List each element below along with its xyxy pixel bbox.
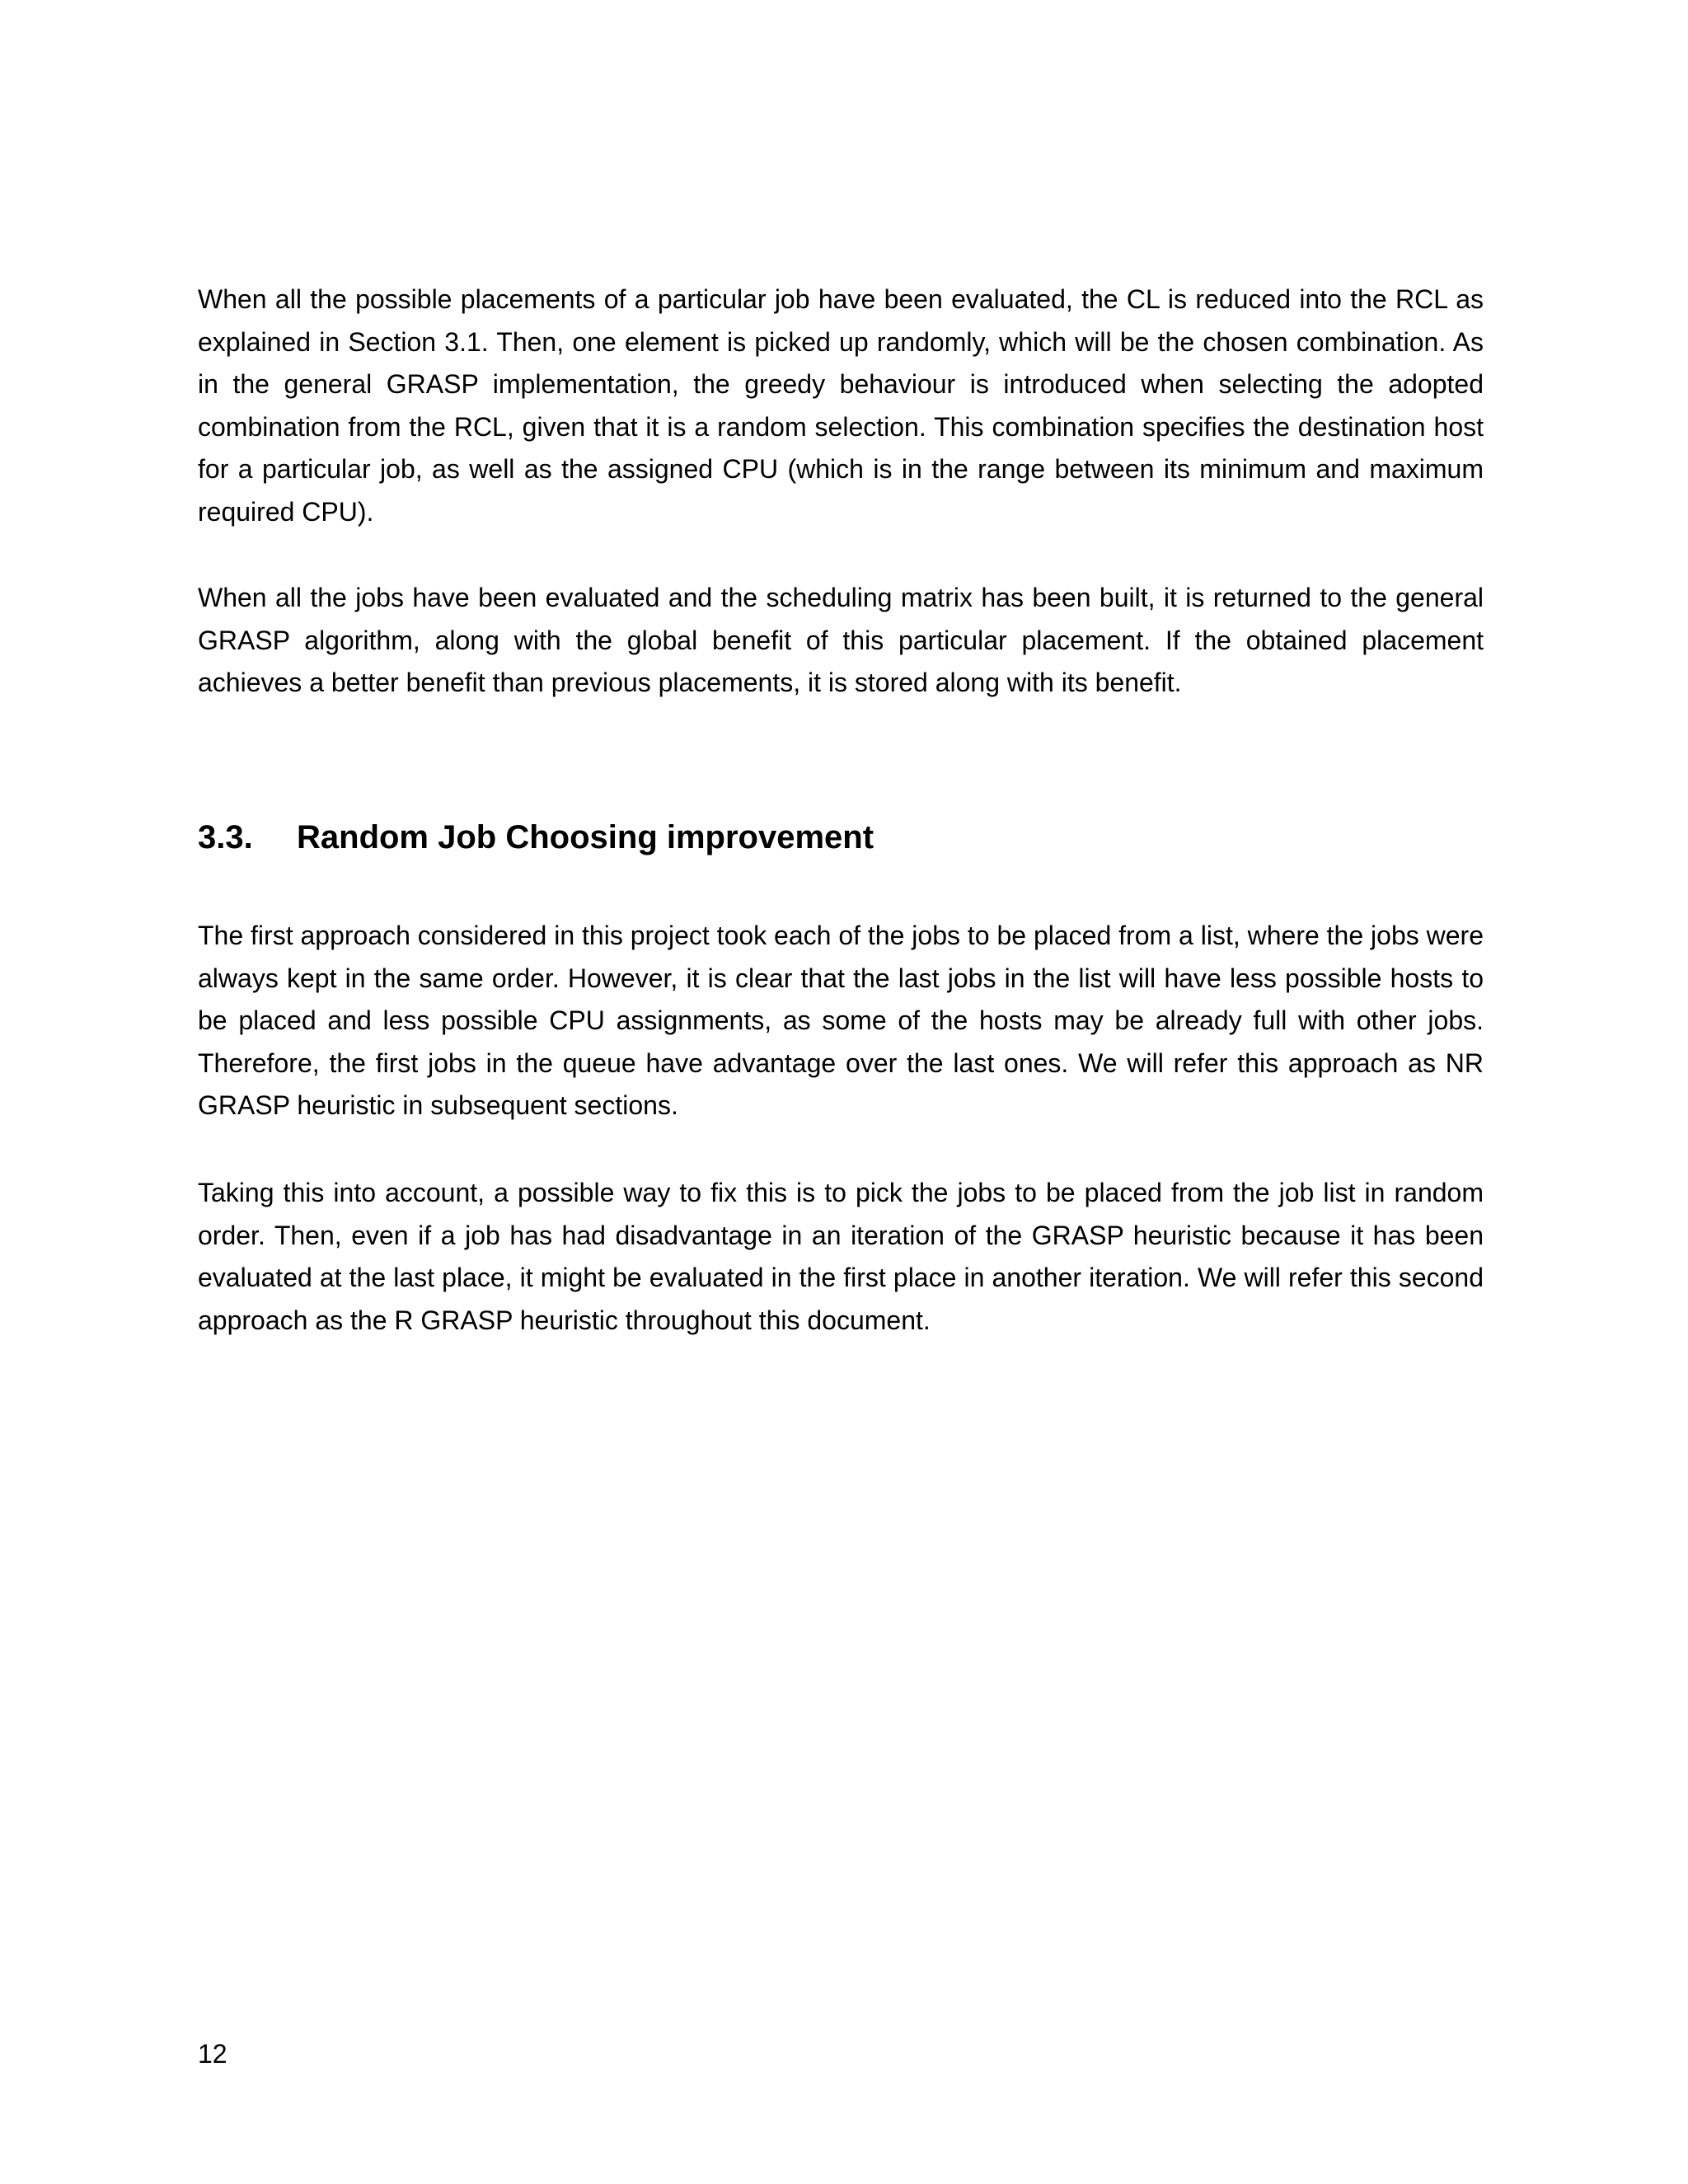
page-number: 12 [198,2039,227,2069]
section-title: Random Job Choosing improvement [297,819,874,855]
section-paragraph: Taking this into account, a possible way to fix this is to pick the jobs to be placed from the job list in random order. Then, even if a job has had disadvantage in an iteration of the GRASP heuristic because it has been evaluated at the last place, it might be evaluated in the first place in another iteration. We will refer this second approach as the R GRASP heuristic throughout this document. [198,1178,1484,1335]
section-number: 3.3. [198,819,253,855]
section-heading [198,814,1484,860]
section-paragraph: The first approach considered in this project took each of the jobs to be placed from a list, where the jobs were always kept in the same order. However, it is clear that the last jobs in the list will have less possible hosts to be placed and less possible CPU assignments, as some of the hosts may be already full with other jobs. Therefore, the first jobs in the queue have advantage over the last ones. We will refer this approach as NR GRASP heuristic in subsequent sections. [198,921,1484,1120]
body-paragraph: When all the possible placements of a particular job have been evaluated, the CL is reduced into the RCL as explained in Section 3.1. Then, one element is picked up randomly, which will be the chosen combination. As in the general GRASP implementation, the greedy behaviour is introduced when selecting the adopted combination from the RCL, given that it is a random selection. This combination specifies the destination host for a particular job, as well as the assigned CPU (which is in the range between its minimum and maximum required CPU). [198,284,1484,527]
body-paragraph: When all the jobs have been evaluated and the scheduling matrix has been built, it is returned to the general GRASP algorithm, along with the global benefit of this particular placement. If the obtained placement achieves a better benefit than previous placements, it is stored along with its benefit. [198,583,1484,697]
